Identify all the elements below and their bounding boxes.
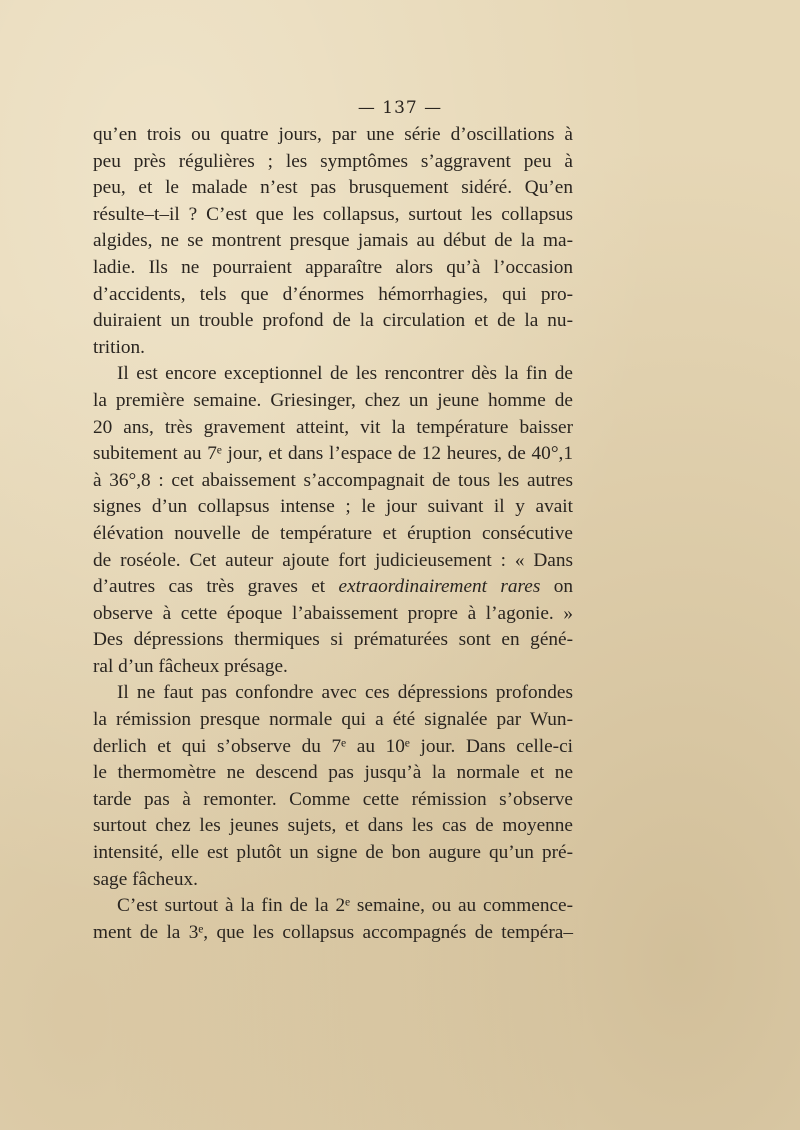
- text-line-content: C’est surtout à la fin de la 2ᵉ semaine, ou au commence-: [117, 895, 573, 917]
- text-line: [93, 760, 573, 787]
- text-line-content: algides, ne se montrent presque jamais au début de la ma-: [93, 230, 573, 252]
- text-line: [93, 840, 573, 867]
- text-line-content: d’accidents, tels que d’énormes hémorrhagies, qui pro-: [93, 283, 573, 305]
- text-line-content: trition.: [93, 336, 145, 358]
- text-line: [93, 361, 573, 388]
- text-line: [93, 893, 573, 920]
- text-line-content: Des dépressions thermiques si prématurées sont en géné-: [93, 629, 573, 651]
- text-line: [93, 867, 573, 894]
- text-line-tail: on: [540, 576, 573, 598]
- text-line-content: subitement au 7ᵉ jour, et dans l’espace de 12 heures, de 40°,1: [93, 443, 573, 465]
- text-line: [93, 627, 573, 654]
- text-line: [93, 149, 573, 176]
- text-line: [93, 574, 573, 601]
- text-line-content: ment de la 3ᵉ, que les collapsus accompagnés de tempéra–: [93, 921, 573, 943]
- text-line: [93, 415, 573, 442]
- text-line: [93, 255, 573, 282]
- text-line-content: tarde pas à remonter. Comme cette rémission s’observe: [93, 788, 573, 810]
- text-line: [93, 680, 573, 707]
- page-number: — 137 —: [357, 98, 443, 118]
- text-line-content: intensité, elle est plutôt un signe de bon augure qu’un pré-: [93, 842, 573, 864]
- text-line: [93, 734, 573, 761]
- text-line: [93, 175, 573, 202]
- text-line-content: derlich et qui s’observe du 7ᵉ au 10ᵉ jour. Dans celle-ci: [93, 735, 573, 757]
- text-line-content: peu, et le malade n’est pas brusquement sidéré. Qu’en: [93, 177, 573, 199]
- text-line: [93, 388, 573, 415]
- text-line-content: 20 ans, très gravement atteint, vit la température baisser: [93, 416, 573, 438]
- text-line-content: résulte–t–il ? C’est que les collapsus, surtout les collapsus: [93, 203, 573, 225]
- text-line-content: surtout chez les jeunes sujets, et dans les cas de moyenne: [93, 815, 573, 837]
- text-line-content: d’autres cas très graves et: [93, 576, 339, 598]
- text-line-content: sage fâcheux.: [93, 868, 198, 890]
- text-line: [93, 813, 573, 840]
- text-line-content: élévation nouvelle de température et éruption consécutive: [93, 522, 573, 544]
- text-line-content: ral d’un fâcheux présage.: [93, 655, 288, 677]
- text-line-content: Il est encore exceptionnel de les rencontrer dès la fin de: [117, 363, 573, 385]
- body-text: [93, 122, 573, 946]
- text-line: [93, 787, 573, 814]
- text-line: [93, 228, 573, 255]
- text-line: [93, 202, 573, 229]
- text-line: [93, 521, 573, 548]
- text-line-content: observe à cette époque l’abaissement propre à l’agonie. »: [93, 602, 573, 624]
- text-line-content: le thermomètre ne descend pas jusqu’à la normale et ne: [93, 762, 573, 784]
- text-line: [93, 654, 573, 681]
- text-line-content: à 36°,8 : cet abaissement s’accompagnait de tous les autres: [93, 469, 573, 491]
- text-line: [93, 335, 573, 362]
- text-line-content: ladie. Ils ne pourraient apparaître alors qu’à l’occasion: [93, 256, 573, 278]
- text-line: [93, 468, 573, 495]
- text-line-content: qu’en trois ou quatre jours, par une série d’oscillations à: [93, 124, 573, 145]
- text-line-content: peu près régulières ; les symptômes s’aggravent peu à: [93, 150, 573, 172]
- text-line: [93, 494, 573, 521]
- text-line: [93, 122, 573, 149]
- text-line: [93, 308, 573, 335]
- text-line: [93, 441, 573, 468]
- text-line-content: la première semaine. Griesinger, chez un jeune homme de: [93, 389, 573, 411]
- text-line-content: signes d’un collapsus intense ; le jour suivant il y avait: [93, 496, 573, 518]
- text-line-content: duiraient un trouble profond de la circulation et de la nu-: [93, 310, 573, 332]
- text-line-content: de roséole. Cet auteur ajoute fort judicieusement : « Dans: [93, 549, 573, 571]
- text-line-content: la rémission presque normale qui a été signalée par Wun-: [93, 709, 573, 731]
- text-line: [93, 601, 573, 628]
- text-line: [93, 707, 573, 734]
- text-line: [93, 282, 573, 309]
- text-line: [93, 920, 573, 947]
- text-line: [93, 548, 573, 575]
- italic-phrase: extraordinairement rares: [338, 576, 541, 598]
- text-line-content: Il ne faut pas confondre avec ces dépressions profondes: [117, 682, 573, 704]
